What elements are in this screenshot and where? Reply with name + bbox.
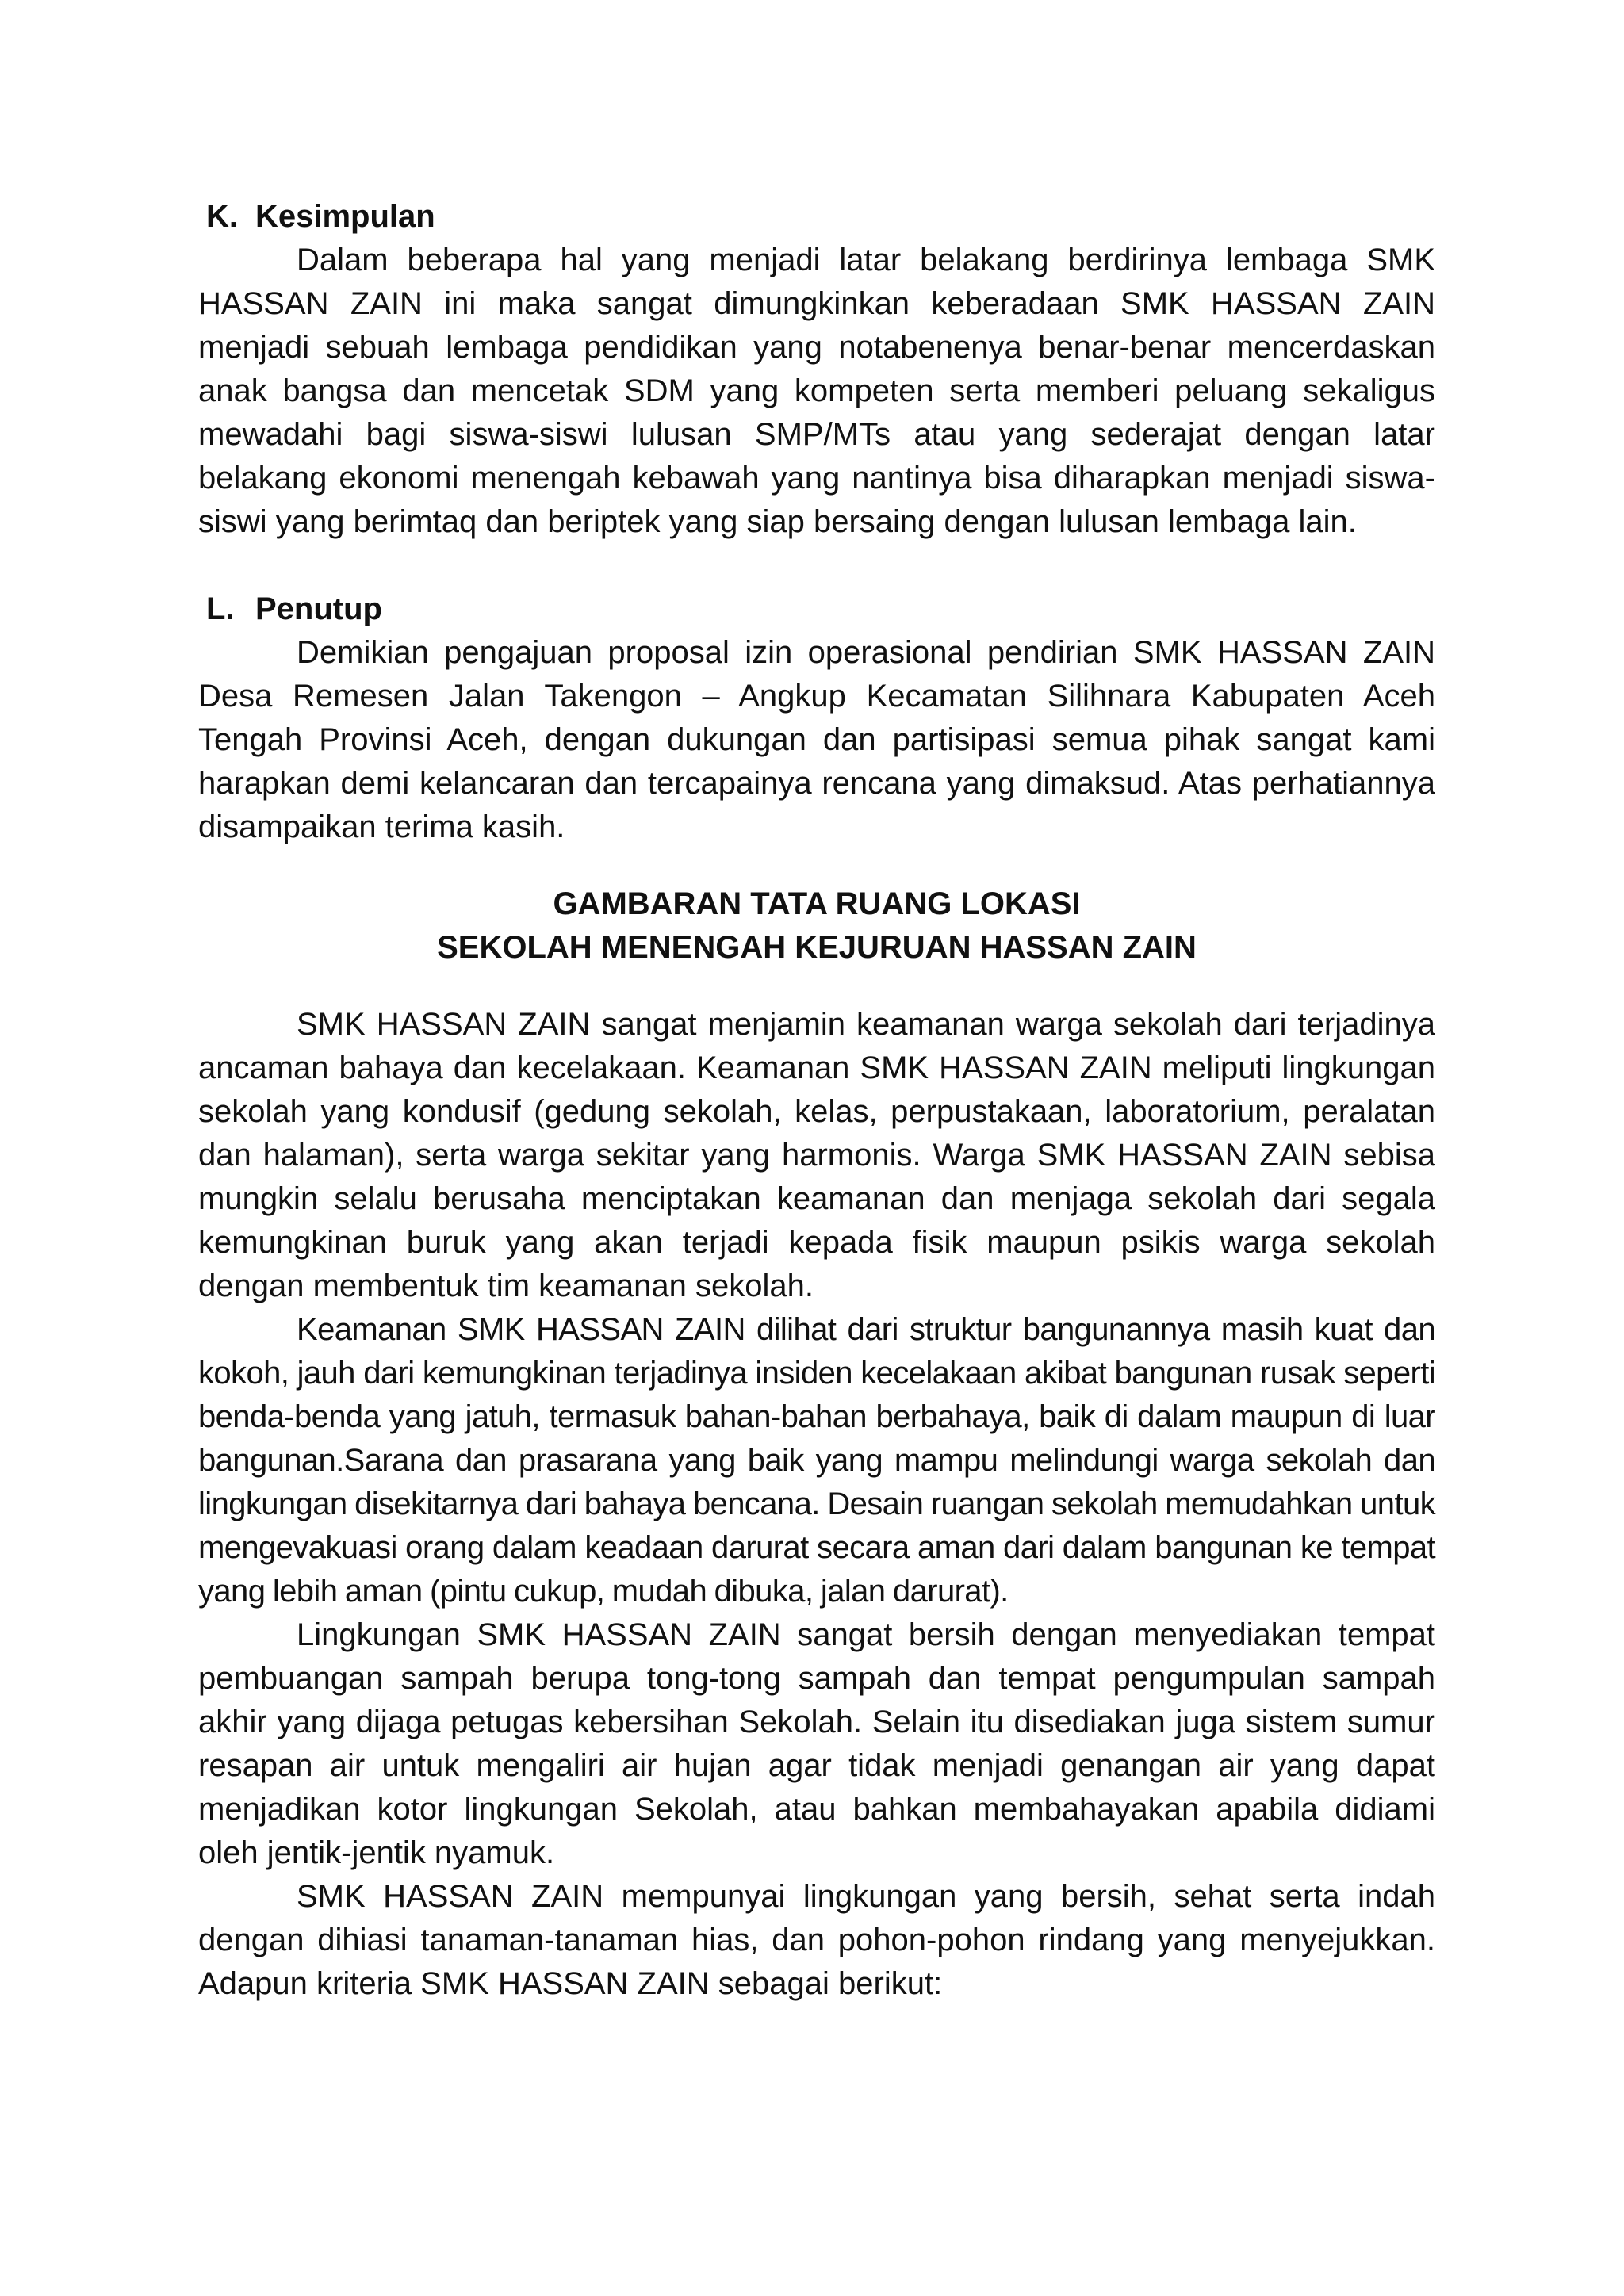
section-letter: K. xyxy=(206,199,238,234)
paragraph-penutup: Demikian pengajuan proposal izin operasional pendirian SMK HASSAN ZAIN Desa Remesen Jalan Takengon – Angkup Kecamatan Silihnara Kabupaten Aceh Tengah Provinsi Aceh, dengan dukungan dan partisipasi semua pihak sangat kami harapkan demi kelancaran dan tercapainya rencana yang dimaksud. Atas perhatiannya disampaikan terima kasih. xyxy=(198,635,1435,844)
paragraph-struktur-bangunan: Keamanan SMK HASSAN ZAIN dilihat dari struktur bangunannya masih kuat dan kokoh, jauh dari kemungkinan terjadinya insiden kecelakaan akibat bangunan rusak seperti benda-benda yang jatuh, termasuk bahan-bahan berbahaya, baik di dalam maupun di luar bangunan.Sarana dan prasarana yang baik yang mampu melindungi warga sekolah dan lingkungan disekitarnya dari bahaya bencana. Desain ruangan sekolah memudahkan untuk mengevakuasi orang dalam keadaan darurat secara aman dari dalam bangunan ke tempat yang lebih aman (pintu cukup, mudah dibuka, jalan darurat). xyxy=(198,1312,1435,1609)
paragraph-kesimpulan: Dalam beberapa hal yang menjadi latar belakang berdirinya lembaga SMK HASSAN ZAIN ini maka sangat dimungkinkan keberadaan SMK HASSAN ZAIN menjadi sebuah lembaga pendidikan yang notabenenya benar-benar mencerdaskan anak bangsa dan mencetak SDM yang kompeten serta memberi peluang sekaligus mewadahi bagi siswa-siswi lulusan SMP/MTs atau yang sederajat dengan latar belakang ekonomi menengah kebawah yang nantinya bisa diharapkan menjadi siswa-siswi yang berimtaq dan beriptek yang siap bersaing dengan lulusan lembaga lain. xyxy=(198,243,1435,539)
document-body xyxy=(198,195,1435,2006)
section-letter: L. xyxy=(206,591,235,626)
title-line-2: SEKOLAH MENENGAH KEJURUAN HASSAN ZAIN xyxy=(437,930,1197,965)
spacer xyxy=(198,544,1435,587)
section-heading-kesimpulan xyxy=(198,195,1435,239)
location-title xyxy=(198,882,1435,970)
title-line-1: GAMBARAN TATA RUANG LOKASI xyxy=(553,886,1081,921)
section-heading-penutup xyxy=(198,587,1435,631)
section-title: Penutup xyxy=(255,591,382,626)
paragraph-lingkungan-bersih: Lingkungan SMK HASSAN ZAIN sangat bersih dengan menyediakan tempat pembuangan sampah berupa tong-tong sampah dan tempat pengumpulan sampah akhir yang dijaga petugas kebersihan Sekolah. Selain itu disediakan juga sistem sumur resapan air untuk mengaliri air hujan agar tidak menjadi genangan air yang dapat menjadikan kotor lingkungan Sekolah, atau bahkan membahayakan apabila didiami oleh jentik-jentik nyamuk. xyxy=(198,1617,1435,1870)
spacer xyxy=(198,849,1435,882)
paragraph-keamanan-warga: SMK HASSAN ZAIN sangat menjamin keamanan warga sekolah dari terjadinya ancaman bahaya dan kecelakaan. Keamanan SMK HASSAN ZAIN meliputi lingkungan sekolah yang kondusif (gedung sekolah, kelas, perpustakaan, laboratorium, peralatan dan halaman), serta warga sekitar yang harmonis. Warga SMK HASSAN ZAIN sebisa mungkin selalu berusaha menciptakan keamanan dan menjaga sekolah dari segala kemungkinan buruk yang akan terjadi kepada fisik maupun psikis warga sekolah dengan membentuk tim keamanan sekolah. xyxy=(198,1007,1435,1303)
section-title: Kesimpulan xyxy=(255,199,435,234)
spacer xyxy=(198,970,1435,1003)
paragraph-kriteria: SMK HASSAN ZAIN mempunyai lingkungan yang bersih, sehat serta indah dengan dihiasi tanaman-tanaman hias, dan pohon-pohon rindang yang menyejukkan. Adapun kriteria SMK HASSAN ZAIN sebagai berikut: xyxy=(198,1879,1435,2001)
